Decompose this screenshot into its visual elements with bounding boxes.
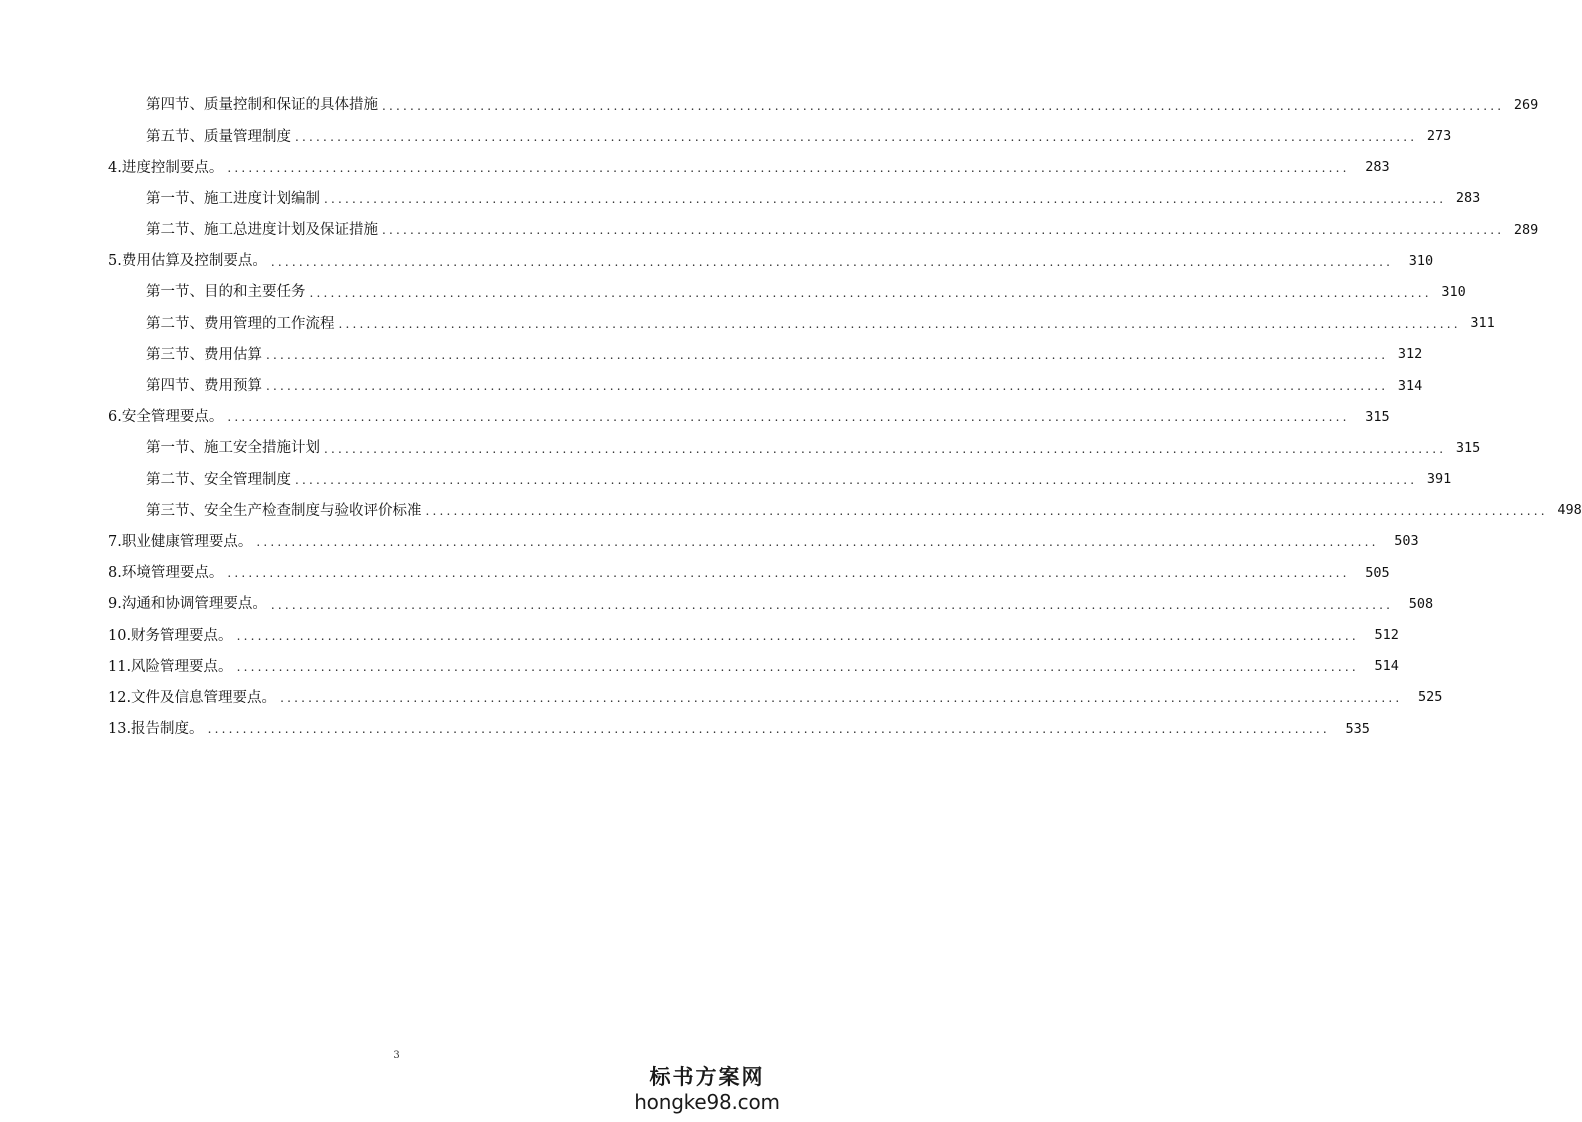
toc-entry-title: 12.文件及信息管理要点。 [108,689,277,706]
toc-entry[interactable] [0,371,1423,402]
toc-entry[interactable] [0,215,1539,246]
toc-entry-page: 514 [1374,658,1399,675]
toc-entry-page: 311 [1470,315,1495,332]
toc-entry-page: 535 [1345,720,1370,737]
toc-dot-leader: ................................................................................................................................................................ [266,379,1389,394]
toc-dot-leader: ................................................................................................................................................................ [227,410,1350,425]
toc-entry[interactable] [0,495,1582,526]
toc-entry-title: 第一节、施工进度计划编制 [146,190,320,207]
toc-dot-leader: ................................................................................................................................................................ [227,566,1350,581]
toc-entry-title: 第三节、安全生产检查制度与验收评价标准 [146,502,422,519]
toc-entry-title: 6.安全管理要点。 [108,409,224,426]
toc-entry-page: 310 [1408,252,1434,269]
watermark-logo [633,1064,781,1114]
toc-entry-title: 9.沟通和协调管理要点。 [108,596,267,613]
toc-entry-page: 505 [1365,564,1390,581]
toc-entry[interactable] [0,433,1481,464]
toc-dot-leader: ................................................................................................................................................................ [236,659,1359,674]
toc-dot-leader: ................................................................................................................................................................ [382,223,1505,238]
toc-entry-page: 315 [1455,439,1481,456]
toc-entry[interactable] [0,90,1539,121]
toc-entry-page: 273 [1426,128,1452,145]
page-number: 3 [393,1050,400,1061]
toc-dot-leader: ................................................................................................................................................................ [270,254,1394,269]
toc-entry-page: 315 [1365,408,1390,425]
toc-dot-leader: ................................................................................................................................................................ [324,441,1447,456]
toc-dot-leader: ................................................................................................................................................................ [382,98,1505,113]
toc-entry-title: 第四节、费用预算 [146,378,262,395]
toc-dot-leader: ................................................................................................................................................................ [425,504,1548,519]
toc-entry[interactable] [0,464,1452,495]
toc-entry-page: 525 [1417,689,1443,706]
toc-dot-leader: ................................................................................................................................................................ [227,160,1350,175]
toc-entry[interactable] [0,589,1434,620]
toc-dot-leader: ................................................................................................................................................................ [256,535,1379,550]
toc-entry-title: 13.报告制度。 [108,721,204,738]
toc-entry[interactable] [0,340,1423,371]
toc-entry-page: 310 [1441,283,1466,300]
toc-dot-leader: ................................................................................................................................................................ [338,316,1461,331]
toc-entry-page: 314 [1397,377,1423,394]
toc-entry-title: 11.风险管理要点。 [108,658,233,675]
toc-entry[interactable] [0,308,1495,339]
toc-entry-page: 269 [1513,96,1539,113]
toc-entry[interactable] [0,184,1481,215]
toc-entry-page: 283 [1365,159,1390,176]
toc-entry-title: 第一节、施工安全措施计划 [146,440,320,457]
toc-entry-page: 391 [1426,471,1452,488]
toc-entry-title: 7.职业健康管理要点。 [108,533,253,550]
toc-entry-title: 第四节、质量控制和保证的具体措施 [146,97,378,114]
toc-entry-page: 512 [1374,627,1399,644]
toc-entry[interactable] [0,121,1452,152]
toc-entry-page: 503 [1394,533,1419,550]
toc-entry[interactable] [0,620,1399,651]
toc-entry-title: 第五节、质量管理制度 [146,128,291,145]
toc-entry[interactable] [0,683,1443,714]
toc-entry-title: 10.财务管理要点。 [108,627,233,644]
toc-dot-leader: ................................................................................................................................................................ [280,691,1403,706]
toc-entry[interactable] [0,152,1390,183]
toc-entry-title: 8.环境管理要点。 [108,565,224,582]
toc-dot-leader: ................................................................................................................................................................ [266,348,1389,363]
toc-dot-leader: ................................................................................................................................................................ [309,285,1432,300]
toc-entry-title: 第二节、安全管理制度 [146,471,291,488]
toc-dot-leader: ................................................................................................................................................................ [270,597,1394,612]
toc-entry[interactable] [0,277,1466,308]
toc-dot-leader: ................................................................................................................................................................ [295,472,1418,487]
toc-entry[interactable] [0,527,1419,558]
toc-entry-title: 第三节、费用估算 [146,346,262,363]
toc-entry-page: 312 [1397,346,1423,363]
toc-entry-title: 第二节、施工总进度计划及保证措施 [146,222,378,239]
toc-entry[interactable] [0,558,1390,589]
toc-entry-title: 第二节、费用管理的工作流程 [146,315,335,332]
toc-dot-leader: ................................................................................................................................................................ [236,628,1359,643]
toc-entry-title: 第一节、目的和主要任务 [146,284,306,301]
watermark-chinese-text: 标书方案网 [649,1064,765,1089]
toc-entry[interactable] [0,402,1390,433]
toc-dot-leader: ................................................................................................................................................................ [295,129,1418,144]
toc-entry[interactable] [0,714,1370,745]
toc-entry-page: 498 [1557,502,1582,519]
toc-entry-page: 508 [1408,595,1434,612]
toc-entry-title: 5.费用估算及控制要点。 [108,253,267,270]
toc-dot-leader: ................................................................................................................................................................ [324,192,1447,207]
toc-entry[interactable] [0,246,1434,277]
toc-entry-title: 4.进度控制要点。 [108,159,224,176]
watermark-url-text: hongke98.com [634,1090,780,1114]
toc-entry-page: 283 [1455,190,1481,207]
toc-dot-leader: ................................................................................................................................................................ [207,722,1330,737]
toc-entry-page: 289 [1513,221,1539,238]
table-of-contents [0,90,1582,745]
toc-entry[interactable] [0,651,1399,682]
